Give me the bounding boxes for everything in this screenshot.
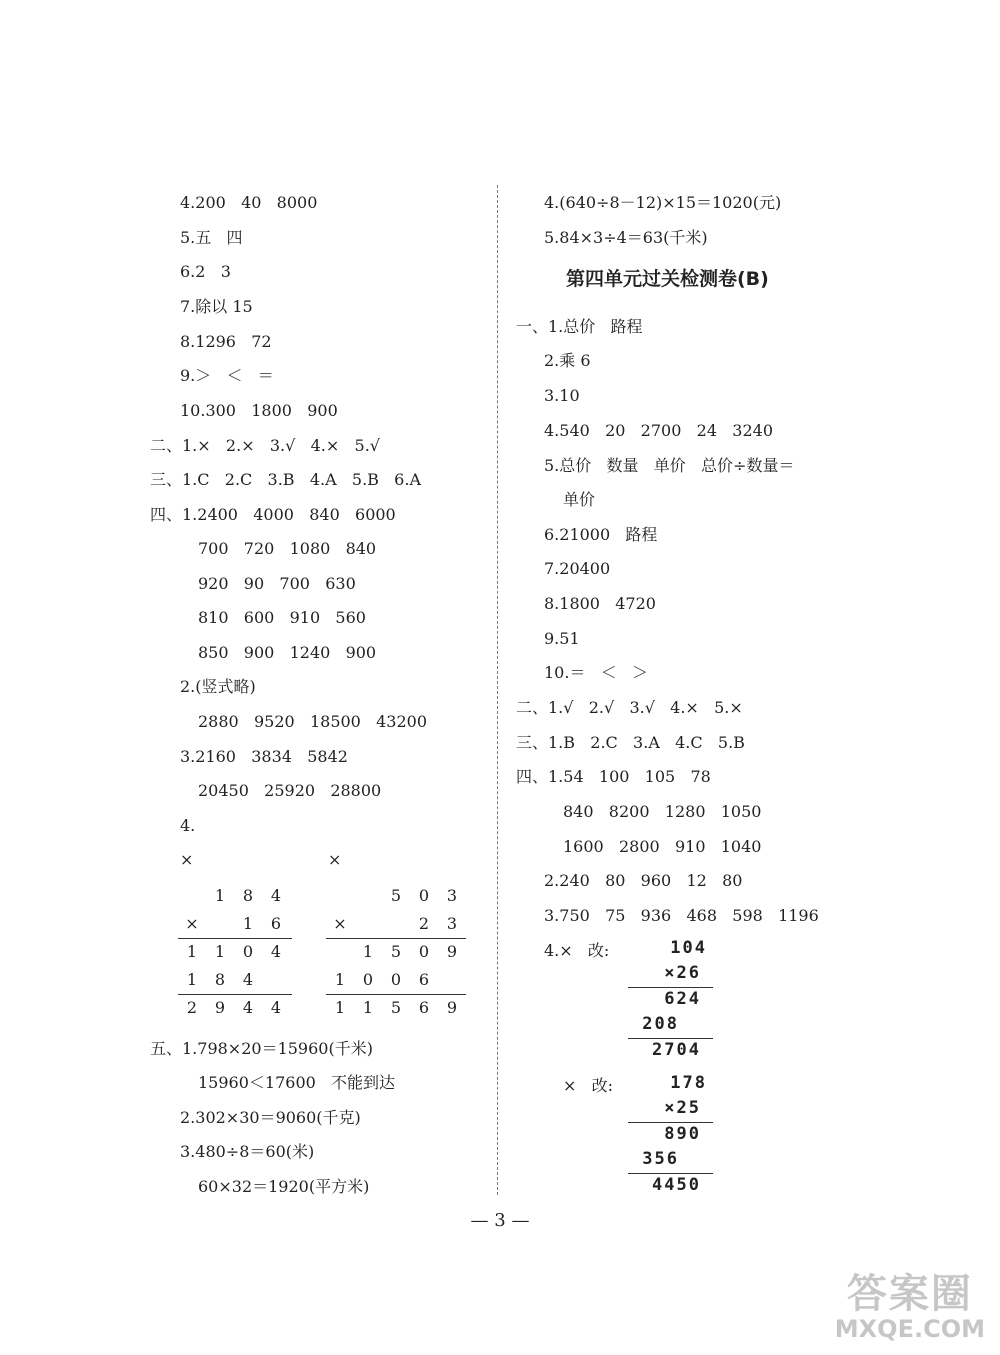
answer-line: 4.(640÷8－12)×15＝1020(元) <box>544 193 782 212</box>
column-divider <box>497 185 498 1195</box>
vertical-multiplication-2: 5 0 3 × 2 3 1 5 0 9 1 0 0 6 1 1 5 6 9 <box>326 886 466 1026</box>
answer-line: 三、1.C 2.C 3.B 4.A 5.B 6.A <box>150 470 421 489</box>
wrong-mark: × <box>328 850 342 869</box>
answer-line: 6.2 3 <box>180 262 231 281</box>
watermark-logo <box>835 1262 985 1343</box>
answer-line: 4.540 20 2700 24 3240 <box>544 421 773 440</box>
answer-line: 5.总价 数量 单价 总价÷数量＝ <box>544 456 795 475</box>
answer-line: 4. <box>180 816 196 835</box>
answer-line: 8.1800 4720 <box>544 594 656 613</box>
answer-line: 1600 2800 910 1040 <box>563 837 762 856</box>
answer-line: 3.10 <box>544 386 580 405</box>
answer-line: 10.300 1800 900 <box>180 401 338 420</box>
answer-line: 9.51 <box>544 629 580 648</box>
watermark-domain: MXQE.COM <box>834 1315 985 1343</box>
answer-line: 2.240 80 960 12 80 <box>544 871 743 890</box>
answer-line: 7.20400 <box>544 559 611 578</box>
answer-line: 五、1.798×20＝15960(千米) <box>150 1039 373 1058</box>
answer-line: × 改: <box>563 1076 614 1095</box>
answer-line: 2.乘 6 <box>544 351 591 370</box>
answer-line: 20450 25920 28800 <box>198 781 382 800</box>
answer-line: 2.(竖式略) <box>180 677 256 696</box>
answer-line: 9.＞ ＜ ＝ <box>180 366 274 385</box>
correction-calculation-2: 178 ×25 890 356 4450 <box>620 1073 715 1201</box>
wrong-mark: × <box>180 850 194 869</box>
answer-line: 850 900 1240 900 <box>198 643 377 662</box>
answer-line: 4.200 40 8000 <box>180 193 318 212</box>
answer-line: 7.除以 15 <box>180 297 253 316</box>
answer-line: 2880 9520 18500 43200 <box>198 712 428 731</box>
answer-line: 6.21000 路程 <box>544 525 658 544</box>
answer-line: 8.1296 72 <box>180 332 272 351</box>
answer-line: 5.五 四 <box>180 228 243 247</box>
watermark-text: 答案圈 <box>846 1271 973 1317</box>
answer-line: 4.× 改: <box>544 941 610 960</box>
answer-line: 一、1.总价 路程 <box>516 317 643 336</box>
answer-line: 3.480÷8＝60(米) <box>180 1142 315 1161</box>
answer-line: 840 8200 1280 1050 <box>563 802 762 821</box>
vertical-multiplication-1: 1 8 4 × 1 6 1 1 0 4 1 8 4 2 9 4 4 <box>178 886 292 1026</box>
answer-line: 3.2160 3834 5842 <box>180 747 348 766</box>
answer-line: 10.＝ ＜ ＞ <box>544 663 648 682</box>
answer-line: 5.84×3÷4＝63(千米) <box>544 228 708 247</box>
answer-line: 二、1.√ 2.√ 3.√ 4.× 5.× <box>516 698 743 717</box>
page-number: — 3 — <box>470 1210 530 1231</box>
answer-line: 920 90 700 630 <box>198 574 356 593</box>
answer-line: 810 600 910 560 <box>198 608 366 627</box>
answer-line: 2.302×30＝9060(千克) <box>180 1108 361 1127</box>
answer-line: 四、1.2400 4000 840 6000 <box>150 505 396 524</box>
correction-calculation-1: 104 ×26 624 208 2704 <box>620 938 715 1066</box>
answer-line: 二、1.× 2.× 3.√ 4.× 5.√ <box>150 436 380 455</box>
answer-line: 四、1.54 100 105 78 <box>516 767 711 786</box>
answer-line: 3.750 75 936 468 598 1196 <box>544 906 819 925</box>
answer-line: 700 720 1080 840 <box>198 539 377 558</box>
answer-line: 三、1.B 2.C 3.A 4.C 5.B <box>516 733 745 752</box>
answer-line: 15960＜17600 不能到达 <box>198 1073 396 1092</box>
answer-line: 单价 <box>563 490 596 509</box>
answer-line: 60×32＝1920(平方米) <box>198 1177 370 1196</box>
section-title: 第四单元过关检测卷(B) <box>566 268 769 290</box>
